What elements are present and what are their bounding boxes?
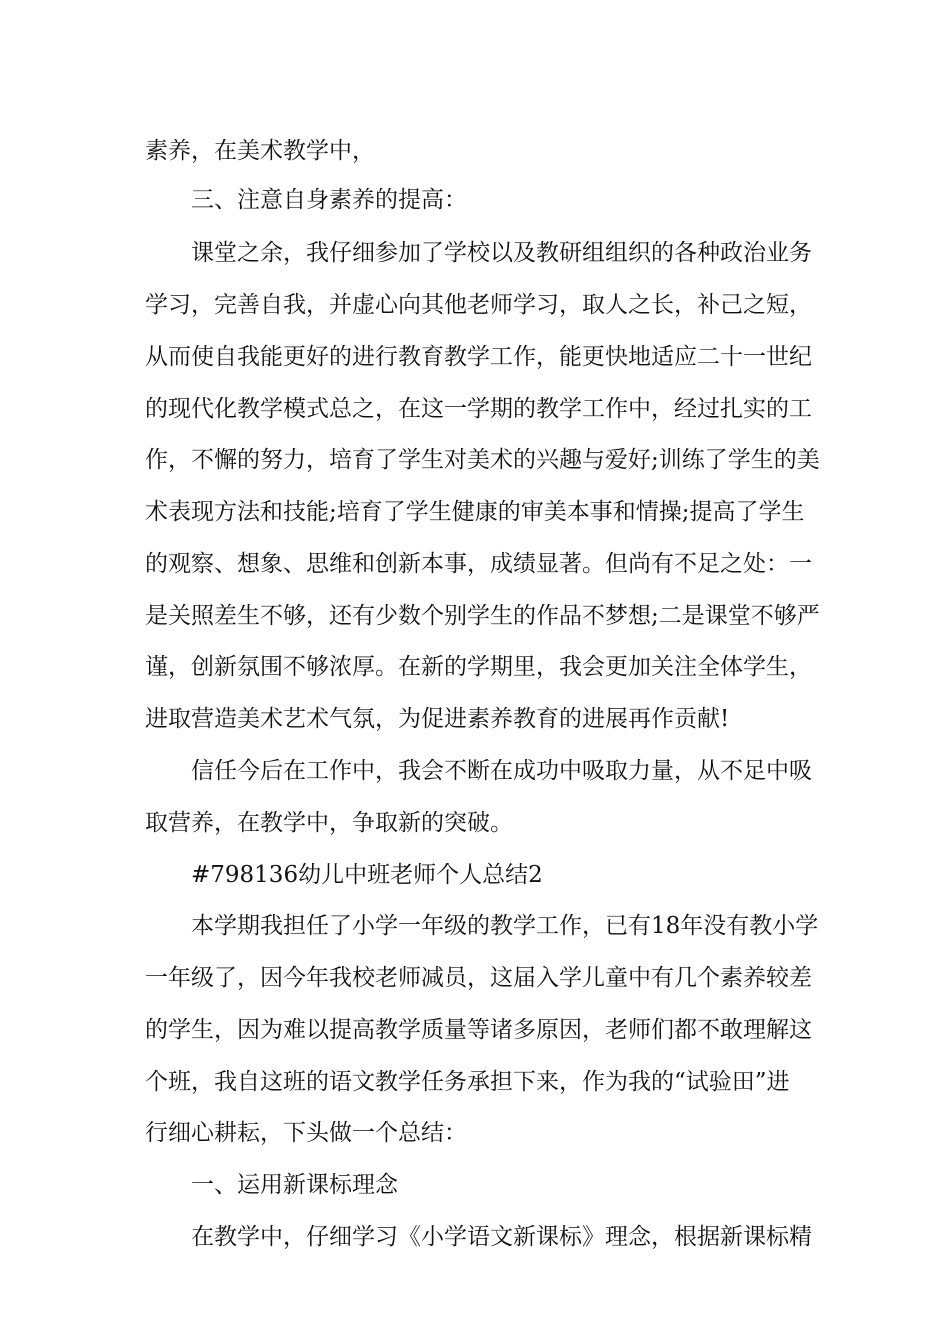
section-heading-1: 一、运用新课标理念 (191, 1172, 398, 1198)
text-line-10: 是关照差生不够，还有少数个别学生的作品不梦想;二是课堂不够严 (145, 603, 820, 629)
text-line-5: 从而使自我能更好的进行教育教学工作，能更快地适应二十一世纪 (145, 344, 812, 370)
text-line-17: 一年级了，因今年我校老师减员，这届入学儿童中有几个素养较差 (145, 965, 812, 991)
text-line-22: 在教学中，仔细学习《小学语文新课标》理念，根据新课标精 (191, 1224, 812, 1250)
text-line-8: 术表现方法和技能;培育了学生健康的审美本事和情操;提高了学生 (145, 499, 805, 525)
text-line-20: 行细心耕耘，下头做一个总结： (145, 1120, 467, 1146)
text-line-16: 本学期我担任了小学一年级的教学工作，已有18年没有教小学 (191, 913, 819, 939)
text-line-13: 信任今后在工作中，我会不断在成功中吸取力量，从不足中吸 (191, 758, 812, 784)
text-line-11: 谨，创新氛围不够浓厚。在新的学期里，我会更加关注全体学生， (145, 654, 812, 680)
text-line-1: 素养，在美术教学中， (145, 138, 375, 164)
text-line-7: 作，不懈的努力，培育了学生对美术的兴趣与爱好;训练了学生的美 (145, 447, 820, 473)
text-line-9: 的观察、想象、思维和创新本事，成绩显著。但尚有不足之处：一 (145, 551, 812, 577)
text-line-19: 个班，我自这班的语文教学任务承担下来，作为我的“试验田”进 (145, 1069, 790, 1095)
text-line-14: 取营养，在教学中，争取新的突破。 (145, 810, 513, 836)
article-title: #798136幼儿中班老师个人总结2 (191, 862, 543, 888)
text-line-6: 的现代化教学模式总之，在这一学期的教学工作中，经过扎实的工 (145, 396, 812, 422)
text-line-3: 课堂之余，我仔细参加了学校以及教研组组织的各种政治业务 (191, 240, 812, 266)
section-heading-3: 三、注意自身素养的提高： (191, 187, 467, 213)
text-line-12: 进取营造美术艺术气氛，为促进素养教育的进展再作贡献! (145, 706, 730, 732)
text-line-4: 学习，完善自我，并虚心向其他老师学习，取人之长，补己之短， (145, 292, 812, 318)
text-line-18: 的学生，因为难以提高教学质量等诸多原因，老师们都不敢理解这 (145, 1017, 812, 1043)
